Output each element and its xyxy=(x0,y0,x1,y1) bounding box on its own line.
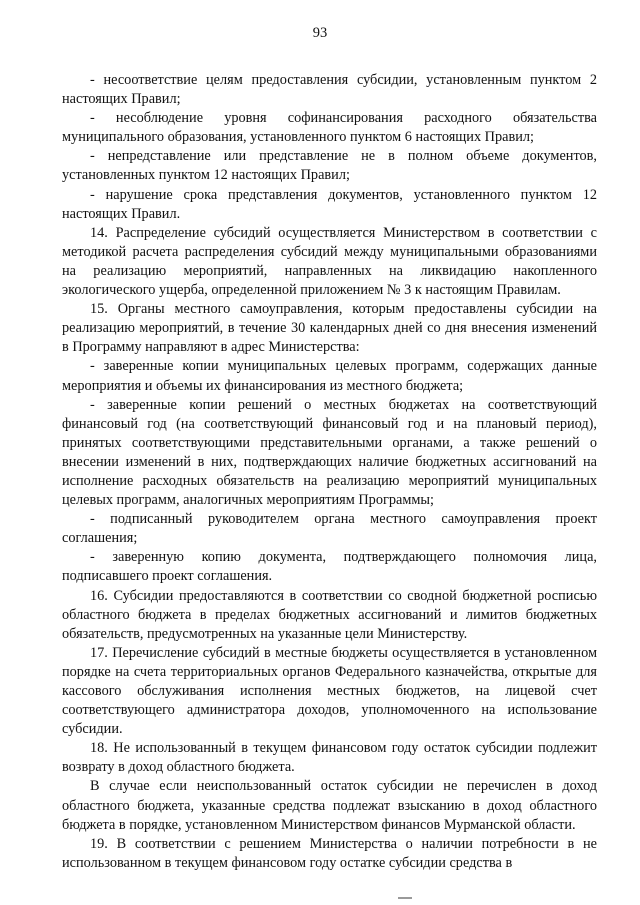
paragraph: - заверенную копию документа, подтверждающего полномочия лица, подписавшего проект соглашения. xyxy=(62,549,597,585)
paragraph: - нарушение срока представления документов, установленного пунктом 12 настоящих Правил. xyxy=(62,186,597,222)
paragraph: 17. Перечисление субсидий в местные бюджеты осуществляется в установленном порядке на счета территориальных органов Федерального казначейства, открытые для кассового обслуживания исполнения местных бюджетов, на лицевой счет соответствующего администратора доходов, уполномоченного на использование субсидии. xyxy=(62,644,597,738)
paragraph: - заверенные копии муниципальных целевых программ, содержащих данные мероприятия и объемы их финансирования из местного бюджета; xyxy=(62,358,597,394)
paragraph: 15. Органы местного самоуправления, которым предоставлены субсидии на реализацию мероприятий, в течение 30 календарных дней со дня внесения изменений в Программу направляют в адрес Министерства: xyxy=(62,301,597,356)
paragraph: 14. Распределение субсидий осуществляется Министерством в соответствии с методикой расчета распределения субсидий между муниципальными образованиями на реализацию мероприятий, направленных на ликвидацию накопленного экологического ущерба, определенной приложением № 3 к настоящим Правилам. xyxy=(62,224,597,299)
page-number: 93 xyxy=(312,25,328,41)
paragraph: 18. Не использованный в текущем финансовом году остаток субсидии подлежит возврату в доход областного бюджета. xyxy=(62,740,597,776)
document-body xyxy=(62,71,597,873)
paragraph: - непредставление или представление не в полном объеме документов, установленных пунктом 12 настоящих Правил; xyxy=(62,148,597,184)
paragraph: В случае если неиспользованный остаток субсидии не перечислен в доход областного бюджета, указанные средства подлежат взысканию в доход областного бюджета в порядке, установленном Министерством финансов Мурманской области. xyxy=(62,778,597,833)
paragraph: 16. Субсидии предоставляются в соответствии со сводной бюджетной росписью областного бюджета в пределах бюджетных ассигнований и лимитов бюджетных обязательств, предусмотренных на указанные цели Министерству. xyxy=(62,587,597,642)
paragraph: - несоответствие целям предоставления субсидии, установленным пунктом 2 настоящих Правил; xyxy=(62,72,597,108)
paragraph: - несоблюдение уровня софинансирования расходного обязательства муниципального образования, установленного пунктом 6 настоящих Правил; xyxy=(62,110,597,146)
paragraph: - заверенные копии решений о местных бюджетах на соответствующий финансовый год (на соответствующий финансовый год и на плановый период), принятых соответствующими представительными органами, а также решений о внесении изменений в них, подтверждающих наличие бюджетных ассигнований на исполнение расходных обязательств на реализацию мероприятий муниципальных целевых программ, аналогичных мероприятиям Программы; xyxy=(62,396,597,509)
paragraph: 19. В соответствии с решением Министерства о наличии потребности в не использованном в текущем финансовом году остатке субсидии средства в xyxy=(62,835,597,871)
paragraph: - подписанный руководителем органа местного самоуправления проект соглашения; xyxy=(62,511,597,547)
scan-artifact xyxy=(398,897,412,899)
